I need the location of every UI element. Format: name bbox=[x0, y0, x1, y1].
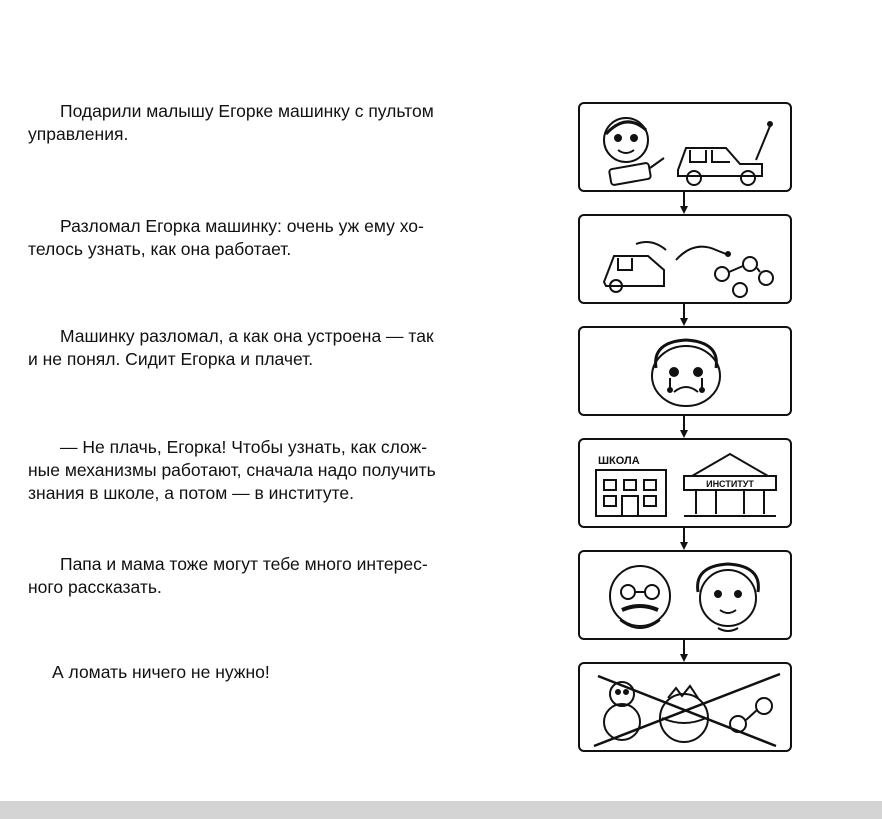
arrow-down-icon bbox=[680, 528, 688, 550]
arrow-down-icon bbox=[680, 416, 688, 438]
school-and-institute-illustration bbox=[580, 440, 794, 530]
story-line: А ломать ничего не нужно! bbox=[52, 662, 270, 682]
school-sign: ШКОЛА bbox=[598, 455, 640, 467]
bottom-bar bbox=[0, 801, 882, 819]
story-line: Разломал Егорка машинку: очень уж ему хо- bbox=[60, 216, 424, 236]
institute-sign: ИНСТИТУТ bbox=[706, 479, 754, 489]
story-line: Машинку разломал, а как она устроена — так bbox=[60, 326, 434, 346]
story-line: — Не плачь, Егорка! Чтобы узнать, как слож- bbox=[60, 437, 428, 457]
dad-and-mom-illustration bbox=[580, 552, 794, 642]
story-line: ные механизмы работают, сначала надо получить bbox=[28, 460, 436, 480]
story-line: Папа и мама тоже могут тебе много интерес- bbox=[60, 554, 428, 574]
story-line: и не понял. Сидит Егорка и плачет. bbox=[28, 349, 314, 369]
story-paragraph-1 bbox=[28, 100, 538, 146]
boy-with-remote-car-illustration bbox=[580, 104, 794, 194]
picture-panel-parents bbox=[578, 550, 792, 640]
story-paragraph-4 bbox=[28, 436, 538, 505]
picture-panel-boy-with-car bbox=[578, 102, 792, 192]
picture-panel-broken-car bbox=[578, 214, 792, 304]
story-line: телось узнать, как она работает. bbox=[28, 239, 292, 259]
story-paragraph-5 bbox=[28, 553, 538, 599]
story-line: знания в школе, а потом — в институте. bbox=[28, 483, 355, 503]
arrow-down-icon bbox=[680, 304, 688, 326]
arrow-down-icon bbox=[680, 640, 688, 662]
picture-panel-school-institute bbox=[578, 438, 792, 528]
story-line: управления. bbox=[28, 124, 129, 144]
crying-boy-illustration bbox=[580, 328, 794, 418]
picture-panel-crying-boy bbox=[578, 326, 792, 416]
story-paragraph-2 bbox=[28, 215, 538, 261]
picture-panel-dont-break bbox=[578, 662, 792, 752]
arrow-down-icon bbox=[680, 192, 688, 214]
story-paragraph-6 bbox=[28, 661, 538, 684]
broken-car-illustration bbox=[580, 216, 794, 306]
story-paragraph-3 bbox=[28, 325, 538, 371]
crossed-out-broken-toys-illustration bbox=[580, 664, 794, 754]
story-line: ного рассказать. bbox=[28, 577, 162, 597]
story-line: Подарили малышу Егорке машинку с пультом bbox=[60, 101, 434, 121]
